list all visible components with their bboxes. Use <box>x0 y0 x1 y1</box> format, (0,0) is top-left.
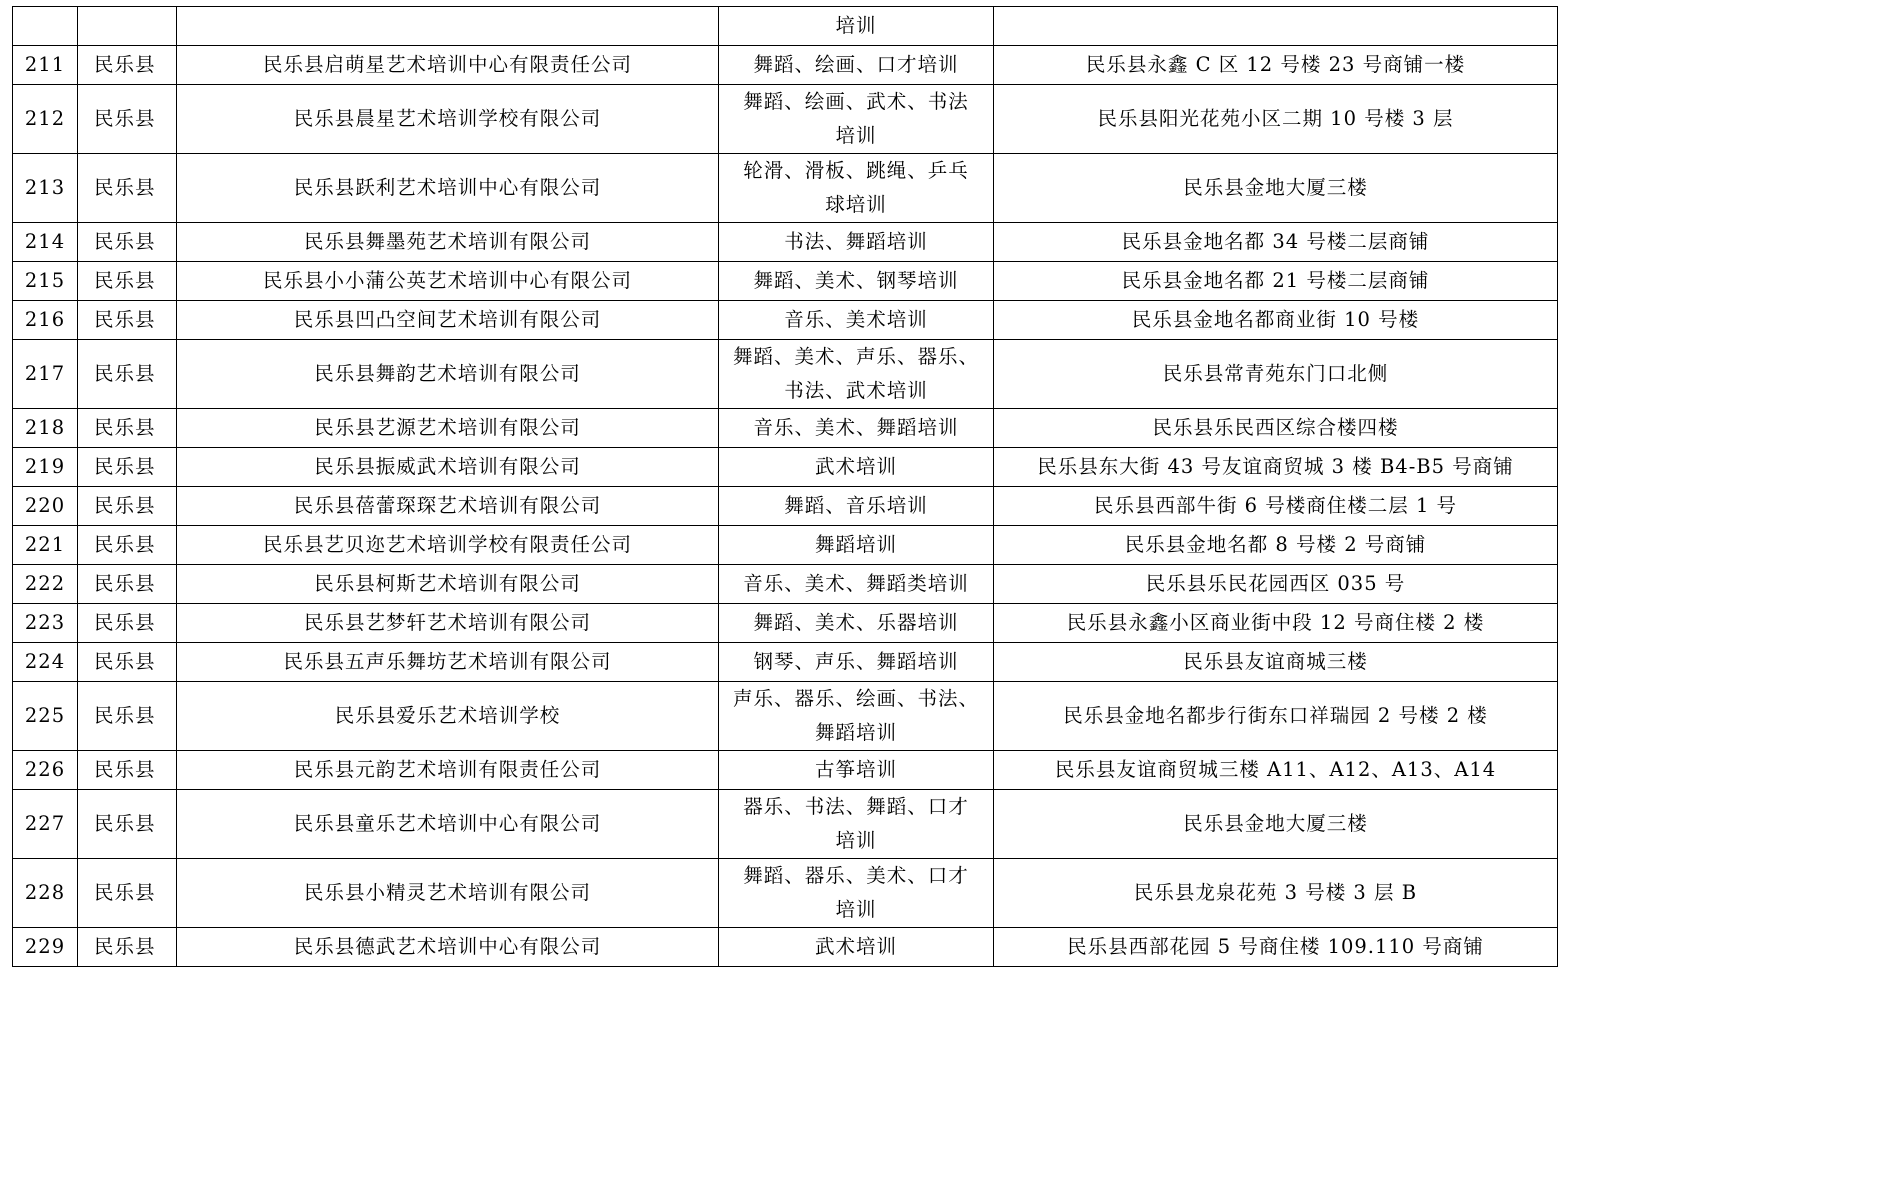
cell-scope <box>719 223 994 262</box>
cell-address: 民乐县金地名都商业街 10 号楼 <box>994 301 1558 340</box>
cell-county: 民乐县 <box>78 751 177 790</box>
cell-county: 民乐县 <box>78 604 177 643</box>
scope-line: 钢琴、声乐、舞蹈培训 <box>753 650 959 673</box>
scope-line: 球培训 <box>825 193 887 216</box>
cell-number: 212 <box>13 85 78 154</box>
cell-number: 219 <box>13 448 78 487</box>
cell-county: 民乐县 <box>78 340 177 409</box>
cell-county: 民乐县 <box>78 565 177 604</box>
table-row <box>13 643 1558 682</box>
cell-number: 214 <box>13 223 78 262</box>
cell-name: 民乐县小精灵艺术培训有限公司 <box>177 859 719 928</box>
cell-address: 民乐县西部花园 5 号商住楼 109.110 号商铺 <box>994 928 1558 967</box>
cell-address: 民乐县金地名都 8 号楼 2 号商铺 <box>994 526 1558 565</box>
cell-number: 226 <box>13 751 78 790</box>
cell-name: 民乐县舞韵艺术培训有限公司 <box>177 340 719 409</box>
cell-county: 民乐县 <box>78 790 177 859</box>
cell-county: 民乐县 <box>78 409 177 448</box>
cell-name: 民乐县振威武术培训有限公司 <box>177 448 719 487</box>
table-row <box>13 604 1558 643</box>
cell-name: 民乐县凹凸空间艺术培训有限公司 <box>177 301 719 340</box>
cell-number: 216 <box>13 301 78 340</box>
scope-line: 培训 <box>835 898 877 921</box>
cell-scope <box>719 928 994 967</box>
cell-number: 227 <box>13 790 78 859</box>
scope-line: 武术培训 <box>814 455 897 478</box>
cell-scope <box>719 751 994 790</box>
cell-county: 民乐县 <box>78 928 177 967</box>
cell-address: 民乐县友谊商城三楼 <box>994 643 1558 682</box>
table-row <box>13 448 1558 487</box>
cell-address: 民乐县乐民花园西区 035 号 <box>994 565 1558 604</box>
scope-line: 舞蹈培训 <box>814 533 897 556</box>
cell-address: 民乐县龙泉花苑 3 号楼 3 层 B <box>994 859 1558 928</box>
cell-name: 民乐县艺贝迩艺术培训学校有限责任公司 <box>177 526 719 565</box>
cell-number: 211 <box>13 46 78 85</box>
cell-address: 民乐县金地名都 21 号楼二层商铺 <box>994 262 1558 301</box>
scope-line: 舞蹈、器乐、美术、口才 <box>743 864 969 887</box>
scope-line: 书法、武术培训 <box>784 379 928 402</box>
table-row <box>13 301 1558 340</box>
table-row <box>13 46 1558 85</box>
cell-scope <box>719 409 994 448</box>
table-row <box>13 526 1558 565</box>
cell-address: 民乐县金地名都 34 号楼二层商铺 <box>994 223 1558 262</box>
table-row <box>13 928 1558 967</box>
cell-name: 民乐县启萌星艺术培训中心有限责任公司 <box>177 46 719 85</box>
cell-county: 民乐县 <box>78 262 177 301</box>
cell-name <box>177 7 719 46</box>
cell-county: 民乐县 <box>78 526 177 565</box>
cell-scope <box>719 859 994 928</box>
scope-line: 音乐、美术、舞蹈类培训 <box>743 572 969 595</box>
cell-name: 民乐县元韵艺术培训有限责任公司 <box>177 751 719 790</box>
scope-line: 舞蹈、美术、乐器培训 <box>753 611 959 634</box>
cell-number: 224 <box>13 643 78 682</box>
cell-name: 民乐县柯斯艺术培训有限公司 <box>177 565 719 604</box>
cell-scope <box>719 85 994 154</box>
cell-number: 217 <box>13 340 78 409</box>
scope-line: 舞蹈、绘画、武术、书法 <box>743 90 969 113</box>
cell-name: 民乐县晨星艺术培训学校有限公司 <box>177 85 719 154</box>
scope-line: 培训 <box>835 124 877 147</box>
table-row <box>13 154 1558 223</box>
cell-address: 民乐县金地大厦三楼 <box>994 154 1558 223</box>
cell-name: 民乐县艺源艺术培训有限公司 <box>177 409 719 448</box>
cell-scope <box>719 46 994 85</box>
scope-line: 舞蹈、绘画、口才培训 <box>753 53 959 76</box>
cell-address: 民乐县永鑫 C 区 12 号楼 23 号商铺一楼 <box>994 46 1558 85</box>
cell-name: 民乐县童乐艺术培训中心有限公司 <box>177 790 719 859</box>
cell-county: 民乐县 <box>78 301 177 340</box>
scope-line: 音乐、美术、舞蹈培训 <box>753 416 959 439</box>
cell-scope <box>719 154 994 223</box>
cell-county: 民乐县 <box>78 154 177 223</box>
table-row <box>13 409 1558 448</box>
cell-name: 民乐县五声乐舞坊艺术培训有限公司 <box>177 643 719 682</box>
cell-number: 221 <box>13 526 78 565</box>
cell-number <box>13 7 78 46</box>
cell-scope <box>719 604 994 643</box>
cell-county: 民乐县 <box>78 643 177 682</box>
cell-number: 213 <box>13 154 78 223</box>
table-row <box>13 565 1558 604</box>
table-row <box>13 340 1558 409</box>
cell-county: 民乐县 <box>78 448 177 487</box>
cell-address: 民乐县乐民西区综合楼四楼 <box>994 409 1558 448</box>
cell-address: 民乐县友谊商贸城三楼 A11、A12、A13、A14 <box>994 751 1558 790</box>
cell-address: 民乐县永鑫小区商业街中段 12 号商住楼 2 楼 <box>994 604 1558 643</box>
table-row <box>13 682 1558 751</box>
cell-name: 民乐县跃利艺术培训中心有限公司 <box>177 154 719 223</box>
scope-line: 培训 <box>835 829 877 852</box>
cell-number: 218 <box>13 409 78 448</box>
cell-scope <box>719 790 994 859</box>
cell-name: 民乐县爱乐艺术培训学校 <box>177 682 719 751</box>
cell-scope <box>719 487 994 526</box>
cell-scope <box>719 682 994 751</box>
cell-number: 222 <box>13 565 78 604</box>
cell-name: 民乐县艺梦轩艺术培训有限公司 <box>177 604 719 643</box>
training-institutions-table <box>12 6 1558 967</box>
scope-line: 轮滑、滑板、跳绳、乒乓 <box>743 159 969 182</box>
cell-county <box>78 7 177 46</box>
cell-number: 229 <box>13 928 78 967</box>
cell-scope <box>719 643 994 682</box>
cell-scope <box>719 526 994 565</box>
table-row <box>13 85 1558 154</box>
cell-number: 225 <box>13 682 78 751</box>
table-row-continued <box>13 7 1558 46</box>
cell-address: 民乐县金地名都步行街东口祥瑞园 2 号楼 2 楼 <box>994 682 1558 751</box>
cell-scope <box>719 301 994 340</box>
table-row <box>13 223 1558 262</box>
scope-line: 声乐、器乐、绘画、书法、 <box>732 687 979 710</box>
cell-county: 民乐县 <box>78 859 177 928</box>
scope-line: 器乐、书法、舞蹈、口才 <box>743 795 969 818</box>
cell-scope <box>719 340 994 409</box>
cell-address <box>994 7 1558 46</box>
cell-scope: 培训 <box>719 7 994 46</box>
scope-line: 舞蹈、美术、钢琴培训 <box>753 269 959 292</box>
cell-number: 223 <box>13 604 78 643</box>
scope-line: 舞蹈、音乐培训 <box>784 494 928 517</box>
scope-line: 古筝培训 <box>814 758 897 781</box>
table-row <box>13 487 1558 526</box>
table-row <box>13 751 1558 790</box>
table-row <box>13 859 1558 928</box>
scope-line: 武术培训 <box>814 935 897 958</box>
table-row <box>13 262 1558 301</box>
cell-name: 民乐县舞墨苑艺术培训有限公司 <box>177 223 719 262</box>
cell-name: 民乐县德武艺术培训中心有限公司 <box>177 928 719 967</box>
cell-address: 民乐县西部牛街 6 号楼商住楼二层 1 号 <box>994 487 1558 526</box>
cell-scope <box>719 448 994 487</box>
cell-number: 220 <box>13 487 78 526</box>
cell-address: 民乐县东大街 43 号友谊商贸城 3 楼 B4-B5 号商铺 <box>994 448 1558 487</box>
cell-name: 民乐县小小蒲公英艺术培训中心有限公司 <box>177 262 719 301</box>
scope-line: 音乐、美术培训 <box>784 308 928 331</box>
cell-county: 民乐县 <box>78 487 177 526</box>
cell-county: 民乐县 <box>78 85 177 154</box>
cell-scope <box>719 565 994 604</box>
table-row <box>13 790 1558 859</box>
scope-line: 书法、舞蹈培训 <box>784 230 928 253</box>
scope-line: 舞蹈、美术、声乐、器乐、 <box>732 345 979 368</box>
cell-county: 民乐县 <box>78 682 177 751</box>
cell-county: 民乐县 <box>78 223 177 262</box>
cell-county: 民乐县 <box>78 46 177 85</box>
cell-number: 215 <box>13 262 78 301</box>
cell-scope <box>719 262 994 301</box>
cell-address: 民乐县金地大厦三楼 <box>994 790 1558 859</box>
cell-address: 民乐县常青苑东门口北侧 <box>994 340 1558 409</box>
scope-line: 舞蹈培训 <box>814 721 897 744</box>
cell-number: 228 <box>13 859 78 928</box>
table-body <box>13 7 1558 967</box>
cell-name: 民乐县蓓蕾琛琛艺术培训有限公司 <box>177 487 719 526</box>
cell-address: 民乐县阳光花苑小区二期 10 号楼 3 层 <box>994 85 1558 154</box>
